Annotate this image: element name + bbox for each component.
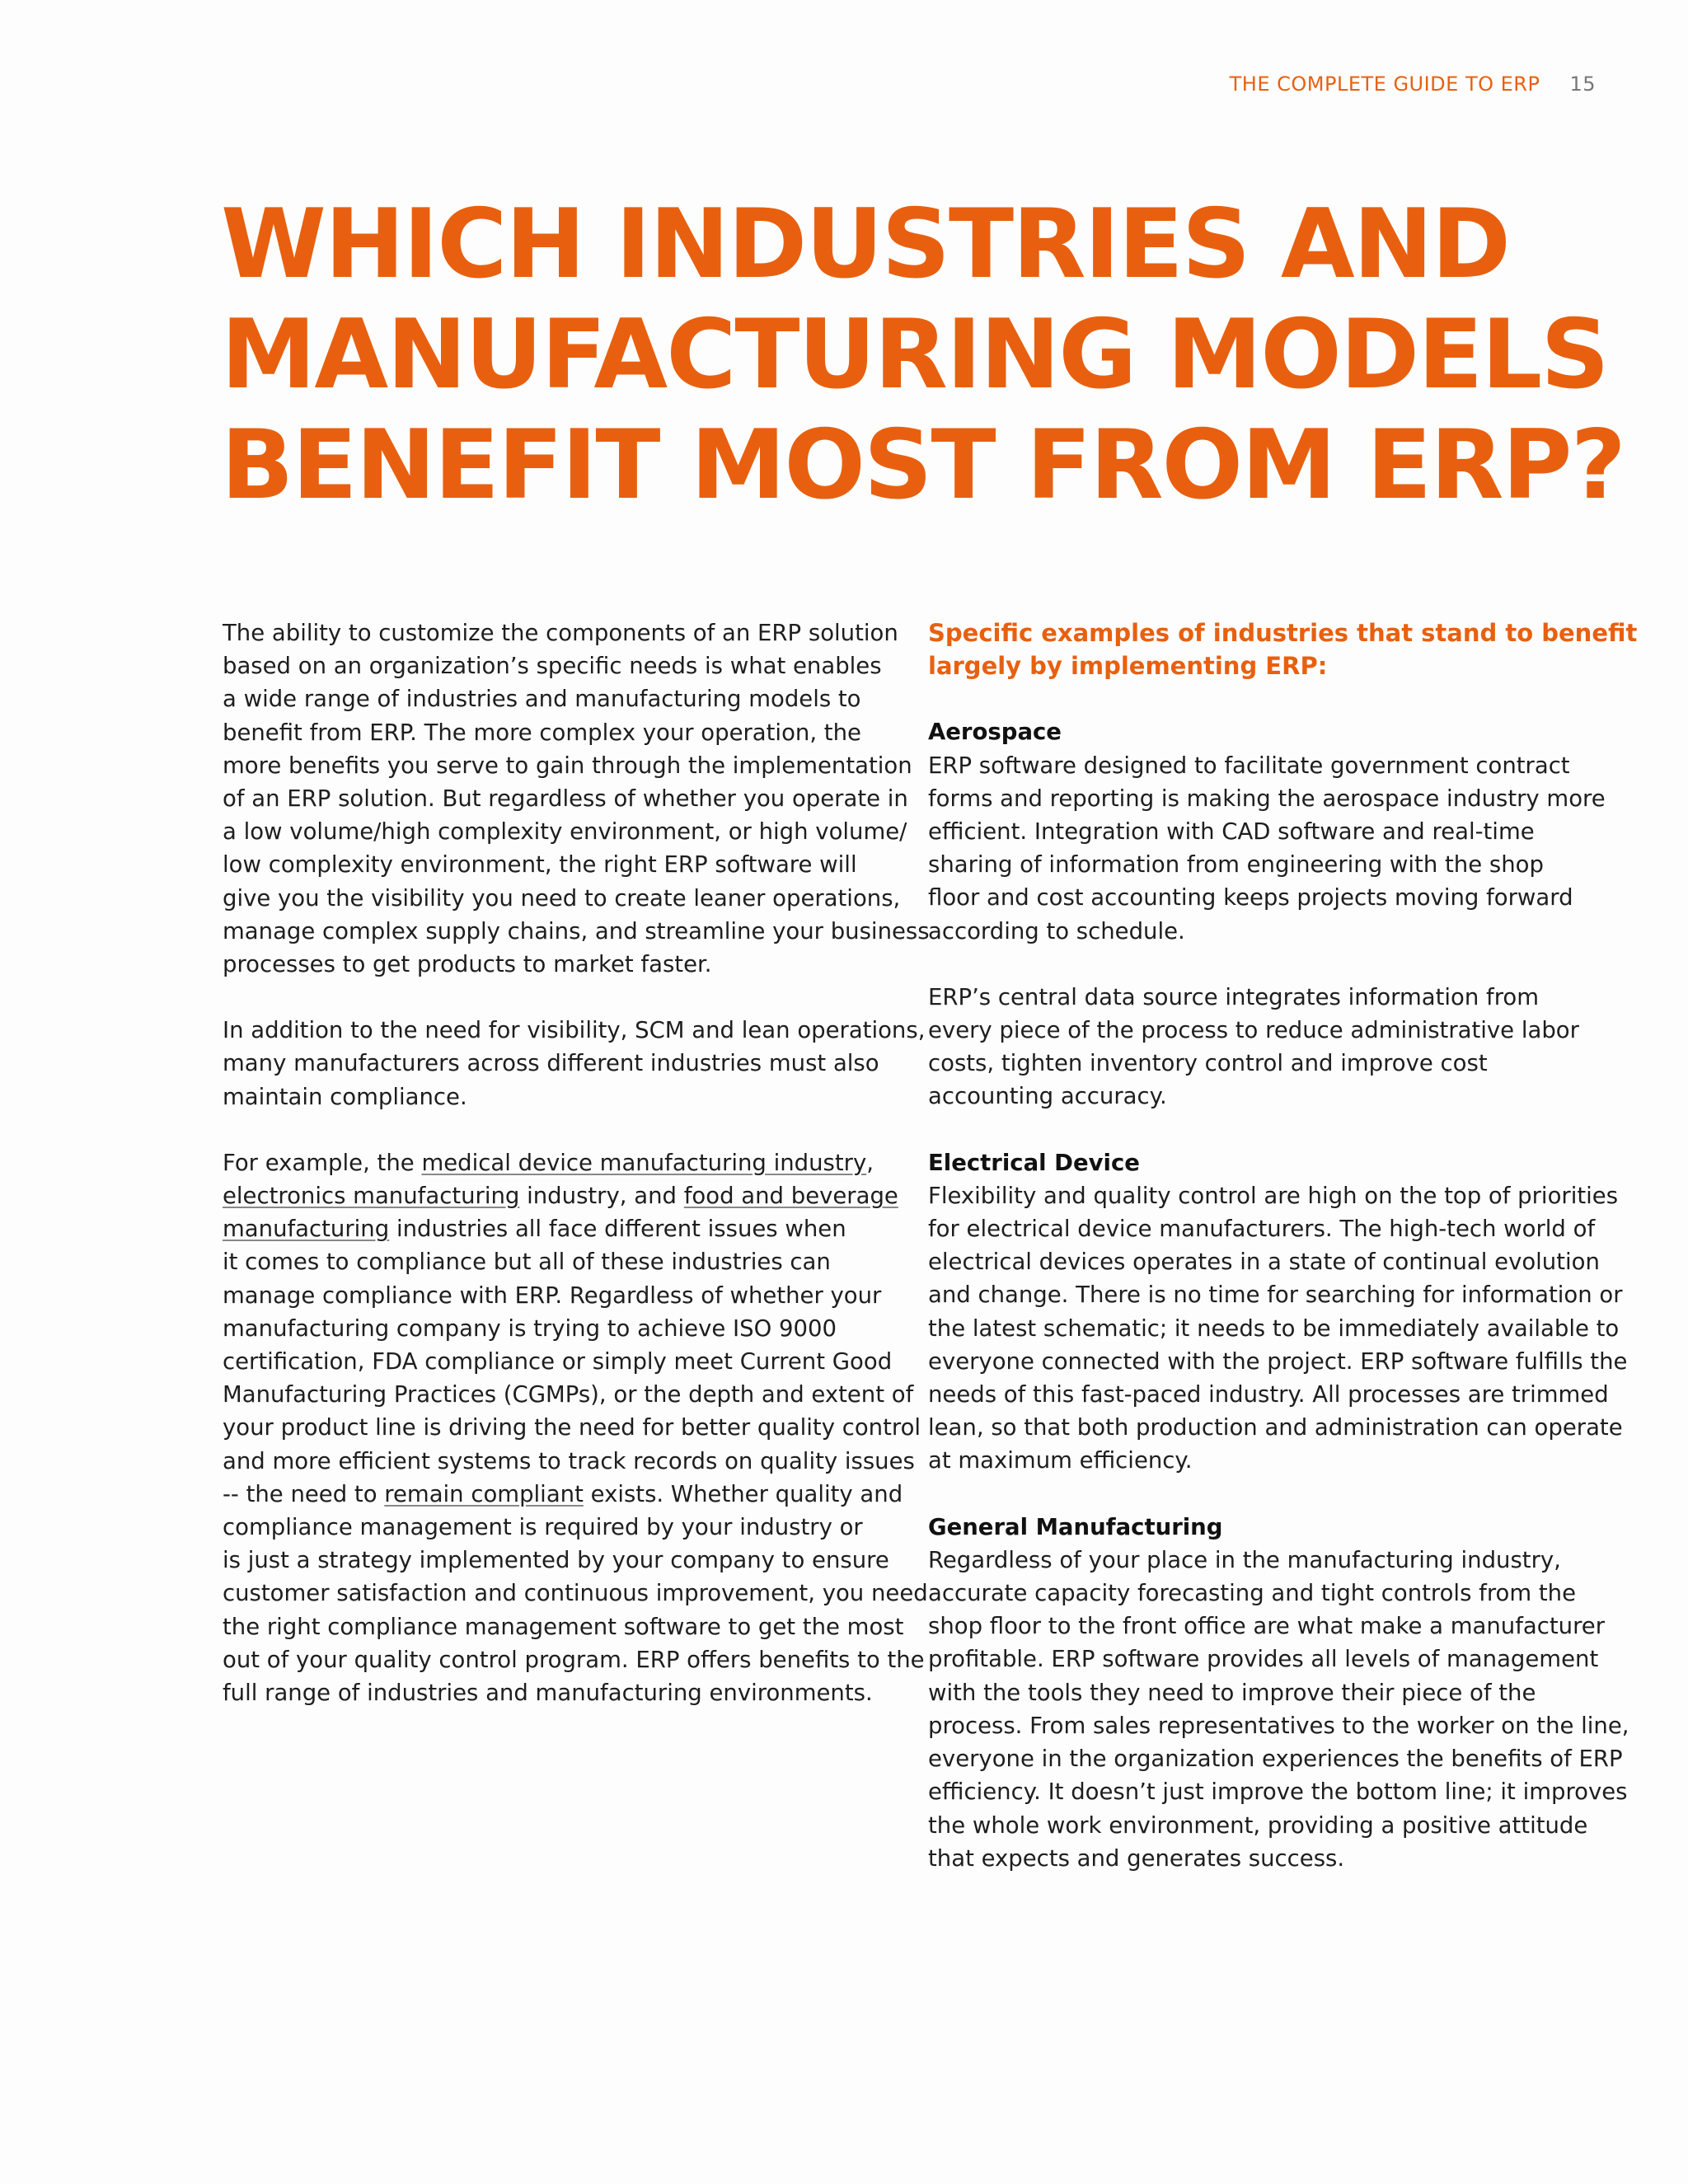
aerospace-heading: Aerospace — [928, 719, 1062, 746]
text-line: the latest schematic; it needs to be immediately available to — [928, 1315, 1620, 1342]
text-line: Manufacturing Practices (CGMPs), or the depth and extent of — [223, 1381, 914, 1408]
text-line: shop floor to the front office are what make a manufacturer — [928, 1613, 1606, 1640]
text-line: your product line is driving the need for better quality control — [223, 1414, 921, 1441]
text-line: efficiency. It doesn’t just improve the bottom line; it improves — [928, 1779, 1628, 1806]
text-line: accounting accuracy. — [928, 1083, 1167, 1110]
text-line: and change. There is no time for searching for information or — [928, 1282, 1623, 1309]
right-column — [928, 616, 1638, 1908]
text-segment: -- the need to — [223, 1480, 385, 1507]
text-line — [223, 1212, 890, 1245]
text-line: profitable. ERP software provides all levels of management — [928, 1646, 1599, 1673]
food-beverage-link-continued[interactable]: manufacturing — [223, 1216, 390, 1243]
text-line: Regardless of your place in the manufacturing industry, — [928, 1546, 1561, 1573]
text-line: electrical devices operates in a state of continual evolution — [928, 1249, 1600, 1276]
electronics-manufacturing-link[interactable]: electronics manufacturing — [223, 1183, 520, 1210]
text-line: manage compliance with ERP. Regardless of whether your — [223, 1282, 882, 1309]
intro-paragraph — [223, 616, 930, 981]
text-line: of an ERP solution. But regardless of whether you operate in — [223, 785, 908, 813]
text-line: every piece of the process to reduce administrative labor — [928, 1017, 1579, 1044]
remain-compliant-link[interactable]: remain compliant — [384, 1480, 584, 1507]
general-manufacturing-heading: General Manufacturing — [928, 1513, 1223, 1540]
examples-lead — [928, 616, 1638, 682]
text-line: low complexity environment, the right ERP software will — [223, 851, 857, 879]
electrical-device-heading: Electrical Device — [928, 1149, 1140, 1176]
aerospace-paragraph — [928, 749, 1612, 948]
text-line: at maximum efficiency. — [928, 1447, 1193, 1474]
text-line: ERP’s central data source integrates information from — [928, 983, 1540, 1010]
text-line: In addition to the need for visibility, SCM and lean operations, — [223, 1017, 926, 1044]
text-line: out of your quality control program. ERP offers benefits to the — [223, 1646, 925, 1673]
medical-device-link[interactable]: medical device manufacturing industry — [421, 1149, 867, 1176]
title-line: BENEFIT MOST FROM ERP? — [221, 410, 1625, 521]
text-line: benefit from ERP. The more complex your operation, the — [223, 719, 861, 746]
text-segment: For example, the — [223, 1149, 422, 1176]
running-header — [1230, 73, 1596, 96]
text-line — [223, 1179, 898, 1212]
title-line: WHICH INDUSTRIES AND — [221, 189, 1509, 300]
text-line: that expects and generates success. — [928, 1844, 1345, 1872]
visibility-paragraph — [223, 1014, 926, 1113]
text-line: many manufacturers across different industries must also — [223, 1050, 879, 1077]
compliance-paragraph — [223, 1146, 928, 1709]
left-column — [223, 616, 930, 1742]
text-line: accurate capacity forecasting and tight controls from the — [928, 1580, 1577, 1607]
text-line: processes to get products to market faster. — [223, 951, 712, 978]
food-beverage-link[interactable]: food and beverage — [683, 1183, 898, 1210]
text-line: with the tools they need to improve their piece of the — [928, 1679, 1536, 1706]
text-segment: industry, and — [519, 1183, 684, 1210]
text-segment: , — [866, 1149, 874, 1176]
text-line: more benefits you serve to gain through the implementation — [223, 752, 912, 779]
text-line: it comes to compliance but all of these industries can — [223, 1249, 831, 1276]
text-line: Specific examples of industries that stand to benefit — [928, 619, 1638, 647]
text-line: maintain compliance. — [223, 1083, 467, 1110]
text-line: give you the visibility you need to create leaner operations, — [223, 884, 901, 912]
title-line: MANUFACTURING MODELS — [221, 299, 1608, 410]
text-line: everyone connected with the project. ERP software fulfills the — [928, 1347, 1628, 1375]
text-line: forms and reporting is making the aerospace industry more — [928, 785, 1606, 812]
text-line: The ability to customize the components of an ERP solution — [223, 620, 898, 646]
electrical-device-paragraph — [928, 1179, 1628, 1478]
text-line: efficient. Integration with CAD software and real-time — [928, 818, 1535, 846]
text-line: costs, tighten inventory control and improve cost — [928, 1050, 1488, 1077]
text-line: full range of industries and manufacturing environments. — [223, 1680, 873, 1707]
text-line: according to schedule. — [928, 917, 1185, 944]
text-line: a low volume/high complexity environment, or high volume/ — [223, 818, 907, 846]
text-line: Flexibility and quality control are high on the top of priorities — [928, 1182, 1619, 1209]
text-segment: industries all face different issues when — [389, 1216, 846, 1243]
page-title — [221, 189, 1625, 521]
text-line: is just a strategy implemented by your company to ensure — [223, 1547, 889, 1574]
text-line: floor and cost accounting keeps projects moving forward — [928, 884, 1573, 912]
text-line: certification, FDA compliance or simply meet Current Good — [223, 1348, 893, 1376]
text-line: a wide range of industries and manufacturing models to — [223, 686, 861, 713]
text-line: based on an organization’s specific needs is what enables — [223, 653, 882, 680]
text-segment: exists. Whether quality and — [583, 1480, 903, 1507]
text-line: needs of this fast-paced industry. All processes are trimmed — [928, 1381, 1609, 1408]
aerospace-paragraph-2 — [928, 981, 1612, 1113]
text-line: largely by implementing ERP: — [928, 652, 1328, 681]
text-line: manage complex supply chains, and streamline your business — [223, 917, 930, 944]
guide-title: THE COMPLETE GUIDE TO ERP — [1229, 73, 1540, 96]
text-line — [223, 1478, 903, 1511]
text-line: lean, so that both production and administration can operate — [928, 1414, 1623, 1441]
general-manufacturing-paragraph — [928, 1544, 1629, 1875]
text-line: sharing of information from engineering with the shop — [928, 851, 1544, 879]
text-line: manufacturing company is trying to achieve ISO 9000 — [223, 1315, 837, 1342]
text-line: and more efficient systems to track records on quality issues — [223, 1447, 915, 1474]
text-line: the whole work environment, providing a positive attitude — [928, 1811, 1588, 1839]
text-line: process. From sales representatives to the worker on the line, — [928, 1712, 1629, 1739]
text-line: for electrical device manufacturers. The high-tech world of — [928, 1216, 1596, 1243]
text-line: the right compliance management software to get the most — [223, 1613, 904, 1640]
text-line — [223, 1146, 890, 1179]
text-line: everyone in the organization experiences the benefits of ERP — [928, 1746, 1623, 1773]
text-line: customer satisfaction and continuous improvement, you need — [223, 1580, 928, 1607]
text-line: compliance management is required by your industry or — [223, 1514, 863, 1541]
page-number: 15 — [1569, 73, 1596, 96]
text-line: ERP software designed to facilitate government contract — [928, 752, 1570, 779]
